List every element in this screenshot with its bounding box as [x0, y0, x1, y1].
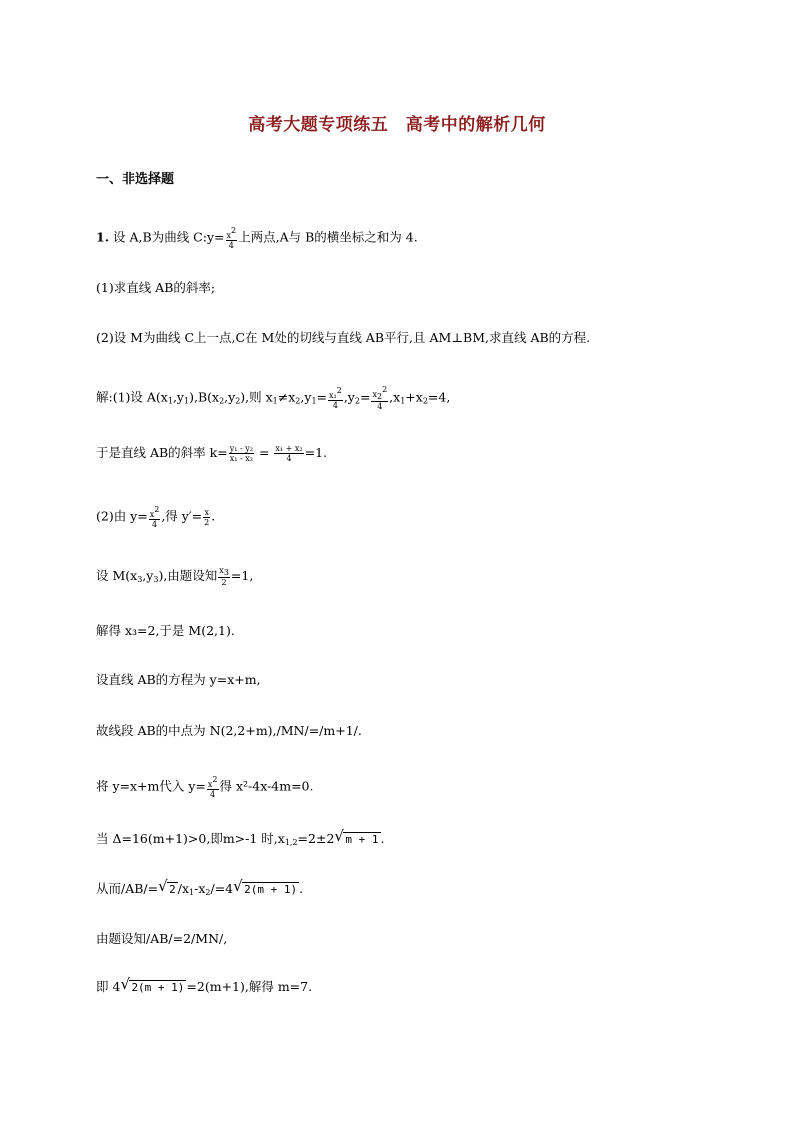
solution-line-10: 从而/AB/=√ 2 $/x_1-x_2/=4√$ 2(m + 1) . — [96, 879, 303, 903]
solution-line-9: 当 Δ=16(m+1)>0,即m>-1 时$,x_{1,2}=2\pm 2√$ m + 1 . — [96, 829, 385, 853]
solution-line-12: 即 4√ 2(m + 1) =2(m+1),解得 m=7. — [96, 977, 312, 998]
solution-line-5: 解得 x₃=2,于是 M(2,1). — [96, 623, 235, 638]
solution-line-8: 将 y=x+m代入 y= $\frac{x^2}{4}$ 得 x²-4x-4m=0. — [96, 775, 314, 799]
sqrt: √ m + 1 — [334, 829, 380, 850]
problem-number: 1. — [96, 229, 110, 245]
part-2: (2)设 M为曲线 C上一点,C在 M处的切线与直线 AB平行,且 AM⊥BM,求直线 AB的方程. — [96, 330, 591, 345]
problem-statement: 1. 设 A,B为曲线 C:y= $\frac{x^2}{4}$ 上两点,A与 B的横坐标之和为 4. — [96, 226, 418, 250]
solution-line-1: 解:(1)设 $A(x_1,y_1),B(x_2,y_2)$,则 $x_1\ne x_2,y_1=$ $\frac{x_1^2}{4}$ $,y_2=$ $\frac{x_2^2}{4}$ $,x_1+x_2=4$, — [96, 385, 451, 411]
page-title: 高考大题专项练五 高考中的解析几何 — [248, 115, 546, 135]
solution-line-3: (2)由 y= $\frac{x^2}{4}$ ,得 y′= $\frac{x}{2}$ . — [96, 505, 216, 529]
solution-line-7: 故线段 AB的中点为 N(2,2+m),/MN/=/m+1/. — [96, 723, 362, 738]
section-heading: 一、非选择题 — [96, 172, 175, 187]
part-1: (1)求直线 AB的斜率; — [96, 280, 216, 295]
solution-line-11: 由题设知/AB/=2/MN/, — [96, 931, 228, 946]
solution-line-4: 设 $M(x_3,y_3)$,由题设知 $\frac{x_3}{2}$ =1, — [96, 566, 254, 587]
solution-line-6: 设直线 AB的方程为 y=x+m, — [96, 672, 261, 687]
fraction: $\frac{x^2}{4}$ — [226, 226, 237, 250]
solution-line-2: 于是直线 AB的斜率 k= $\frac{\text{y₁ - y₂}}{\text{x₁ - x₂}}$ = $\frac{\text{x₁ + x₂}}{4}$ =1. — [96, 444, 328, 463]
